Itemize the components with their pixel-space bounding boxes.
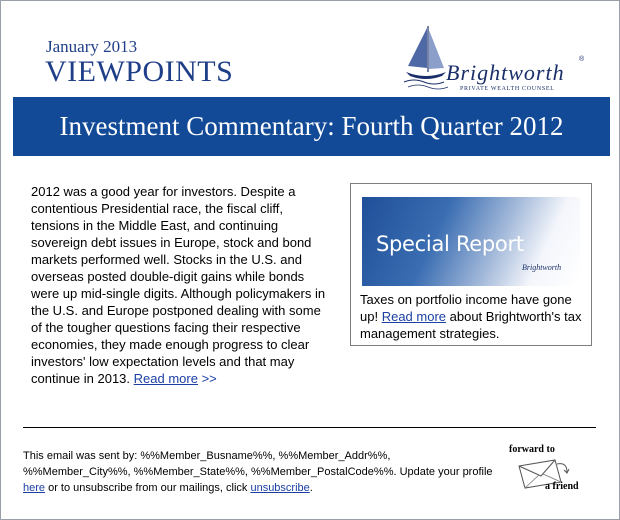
- registered-mark: ®: [579, 56, 585, 63]
- forward-to-friend-button[interactable]: [505, 444, 585, 494]
- article-body: [31, 183, 331, 387]
- footer-text: [23, 448, 493, 496]
- article-read-more-link[interactable]: Read more: [133, 371, 198, 386]
- footer-middle: or to unsubscribe from our mailings, click: [48, 482, 248, 494]
- special-report-image-brand: Brightworth: [522, 263, 562, 272]
- forward-label-bottom: a friend: [545, 481, 579, 492]
- special-report-text-before: Taxes on portfolio income have gone up!: [360, 292, 572, 324]
- unsubscribe-link[interactable]: unsubscribe: [250, 482, 310, 494]
- brightworth-logo[interactable]: [400, 22, 590, 94]
- footer-sent-by: This email was sent by: %%Member_Busname%%, %%Member_Addr%%, %%Member_City%%, %%Member_State%%, %%Member_PostalCode%%. Update your profile: [23, 450, 493, 478]
- special-report-text: [360, 291, 588, 342]
- special-report-box: [350, 183, 592, 346]
- update-profile-link[interactable]: here: [23, 482, 46, 494]
- special-report-image[interactable]: [362, 197, 580, 286]
- forward-label-top: forward to: [509, 444, 555, 455]
- read-more-arrows: >>: [201, 371, 217, 386]
- special-report-text-after: about Brightworth's tax management strategies.: [360, 309, 582, 341]
- special-report-image-title: Special Report: [376, 232, 524, 256]
- footer-end: .: [309, 482, 313, 494]
- article-text: 2012 was a good year for investors. Despite a contentious Presidential race, the fiscal cliff, tensions in the Middle East, and continuing sovereign debt issues in Europe, stock and bond markets performed well. Stocks in the U.S. and overseas posted double-digit gains while bonds were up mid-single digits. Although policymakers in the U.S. and Europe postponed dealing with some of the tougher questions facing their respective economies, they made enough progress to clear investors' low expectation levels and that may continue in 2013.: [31, 184, 326, 386]
- brand-name: Brightworth: [446, 60, 565, 85]
- special-report-read-more-link[interactable]: Read more: [381, 309, 447, 324]
- brand-tagline: PRIVATE WEALTH COUNSEL: [460, 86, 555, 92]
- issue-date: January 2013: [46, 37, 138, 56]
- footer-divider: [23, 427, 596, 428]
- newsletter-title: VIEWPOINTS: [45, 55, 234, 88]
- headline-banner: [13, 97, 610, 156]
- headline-title: Investment Commentary: Fourth Quarter 2012: [59, 111, 564, 141]
- sailboat-icon: [402, 22, 450, 92]
